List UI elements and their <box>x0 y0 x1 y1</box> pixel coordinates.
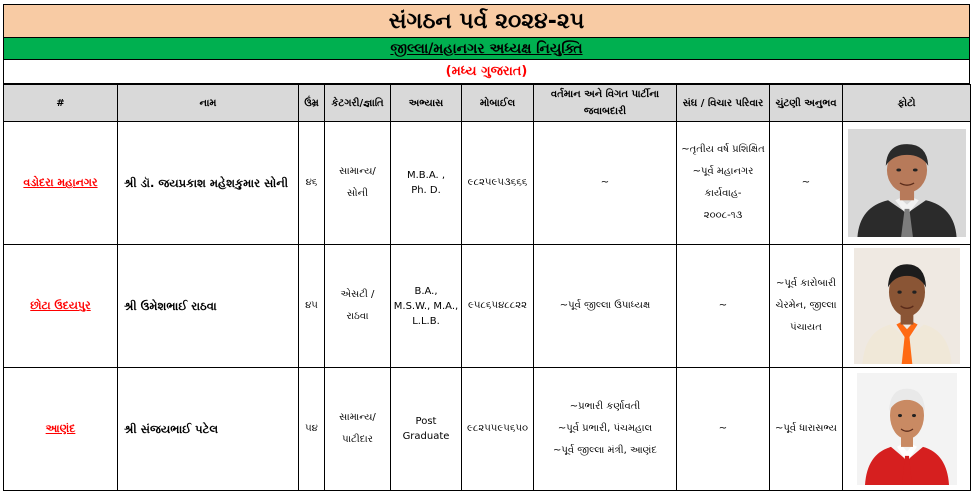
party-responsibility-cell <box>534 245 677 368</box>
column-header-index: # <box>4 85 118 122</box>
age-cell: ૪૬ <box>299 122 325 245</box>
district-link[interactable]: આણંદ <box>4 368 118 491</box>
election-experience-cell <box>770 245 843 368</box>
region-label: (મધ્ય ગુજરાત) <box>3 60 970 84</box>
cell-line: Post Graduate <box>402 416 450 442</box>
cell-line: L.L.B. <box>412 315 440 327</box>
cell-line: ~પૂર્વ જીલ્લા મંત્રી, આણંદ <box>553 445 657 456</box>
photo-cell <box>843 122 971 245</box>
table-row <box>4 122 971 245</box>
column-header-name: નામ <box>118 85 299 122</box>
cell-line: ~તૃતીય વર્ષ પ્રશિક્ષિત <box>681 144 765 155</box>
mobile-cell: ૯૫૮૬૫૪૮૮૨૨ <box>462 245 534 368</box>
column-header-mobile: મોબાઈલ <box>462 85 534 122</box>
person-name: શ્રી ઉમેશભાઈ રાઠવા <box>118 245 299 368</box>
education-cell <box>391 122 462 245</box>
party-responsibility-cell <box>534 368 677 491</box>
page-title: સંગઠન પર્વ ૨૦૨૪-૨૫ <box>3 4 970 38</box>
person-name: શ્રી ડૉ. જયપ્રકાશ મહેશકુમાર સોની <box>118 122 299 245</box>
district-link[interactable]: છોટા ઉદયપુર <box>4 245 118 368</box>
person-name: શ્રી સંજયભાઈ પટેલ <box>118 368 299 491</box>
portrait-photo <box>848 129 966 237</box>
column-header-category: કેટગરી/જ્ઞાતિ <box>325 85 391 122</box>
column-header-age: ઉંમ્ર <box>299 85 325 122</box>
cell-line: એસટી / <box>340 289 375 300</box>
table-row <box>4 368 971 491</box>
column-header-election: ચુંટણી અનુભવ <box>770 85 843 122</box>
mobile-cell: ૯૮૨૫૯૫૩૬૬૬ <box>462 122 534 245</box>
education-cell <box>391 245 462 368</box>
cell-line: પાટીદાર <box>342 434 373 445</box>
election-experience-cell <box>770 368 843 491</box>
cell-line: ચેરમેન, જીલ્લા <box>775 300 837 311</box>
cell-line: ~પૂર્વ પ્રભારી, પંચમહાલ <box>557 423 653 434</box>
document-sheet <box>3 4 970 491</box>
cell-line: સામાન્ય/ <box>339 166 376 177</box>
sangh-cell <box>677 122 770 245</box>
cell-line: ~પૂર્વ મહાનગર કાર્યવાહ- <box>692 166 754 199</box>
portrait-photo <box>857 373 957 485</box>
cell-line: ~પૂર્વ કારોબારી <box>776 278 836 289</box>
party-responsibility-cell <box>534 122 677 245</box>
education-cell <box>391 368 462 491</box>
page-subtitle: જીલ્લા/મહાનગર અધ્યક્ષ નિયુક્તિ <box>3 38 970 60</box>
category-cell <box>325 368 391 491</box>
cell-line: ~પૂર્વ ધારાસભ્ય <box>775 423 837 434</box>
age-cell: ૫૪ <box>299 368 325 491</box>
cell-line: Ph. D. <box>411 185 441 196</box>
cell-line: સામાન્ય/ <box>339 412 376 423</box>
table-header-row <box>4 85 971 122</box>
column-header-party-responsibility: વર્તમાન અને વિગત પાર્ટીના જવાબદારી <box>534 85 677 122</box>
cell-line: ~ <box>718 300 728 311</box>
cell-line: ~ <box>600 177 610 188</box>
sangh-cell <box>677 245 770 368</box>
cell-line: B.A., <box>414 285 438 297</box>
sangh-cell <box>677 368 770 491</box>
photo-cell <box>843 368 971 491</box>
cell-line: ૨૦૦૮-૧૩ <box>703 210 743 221</box>
category-cell <box>325 122 391 245</box>
age-cell: ૪૫ <box>299 245 325 368</box>
cell-line: M.S.W., M.A., <box>393 300 459 312</box>
cell-line: ~ <box>718 423 728 434</box>
district-link[interactable]: વડોદરા મહાનગર <box>4 122 118 245</box>
cell-line: ~ <box>801 177 811 188</box>
cell-line: સોની <box>347 188 368 199</box>
mobile-cell: ૯૮૨૫૫૯૫૬૫૦ <box>462 368 534 491</box>
column-header-sangh: સંઘ / વિચાર પરિવાર <box>677 85 770 122</box>
cell-line: પંચાયત <box>790 322 822 333</box>
election-experience-cell <box>770 122 843 245</box>
cell-line: ~પૂર્વ જીલ્લા ઉપાધ્યક્ષ <box>559 300 651 311</box>
cell-line: M.B.A. , <box>406 170 446 181</box>
table-row <box>4 245 971 368</box>
table-body <box>4 122 971 491</box>
cell-line: રાઠવા <box>346 311 369 322</box>
appointments-table <box>3 84 971 491</box>
photo-cell <box>843 245 971 368</box>
cell-line: ~પ્રભારી કર્ણાવતી <box>569 401 641 412</box>
column-header-photo: ફોટો <box>843 85 971 122</box>
column-header-education: અભ્યાસ <box>391 85 462 122</box>
category-cell <box>325 245 391 368</box>
portrait-photo <box>854 248 960 364</box>
